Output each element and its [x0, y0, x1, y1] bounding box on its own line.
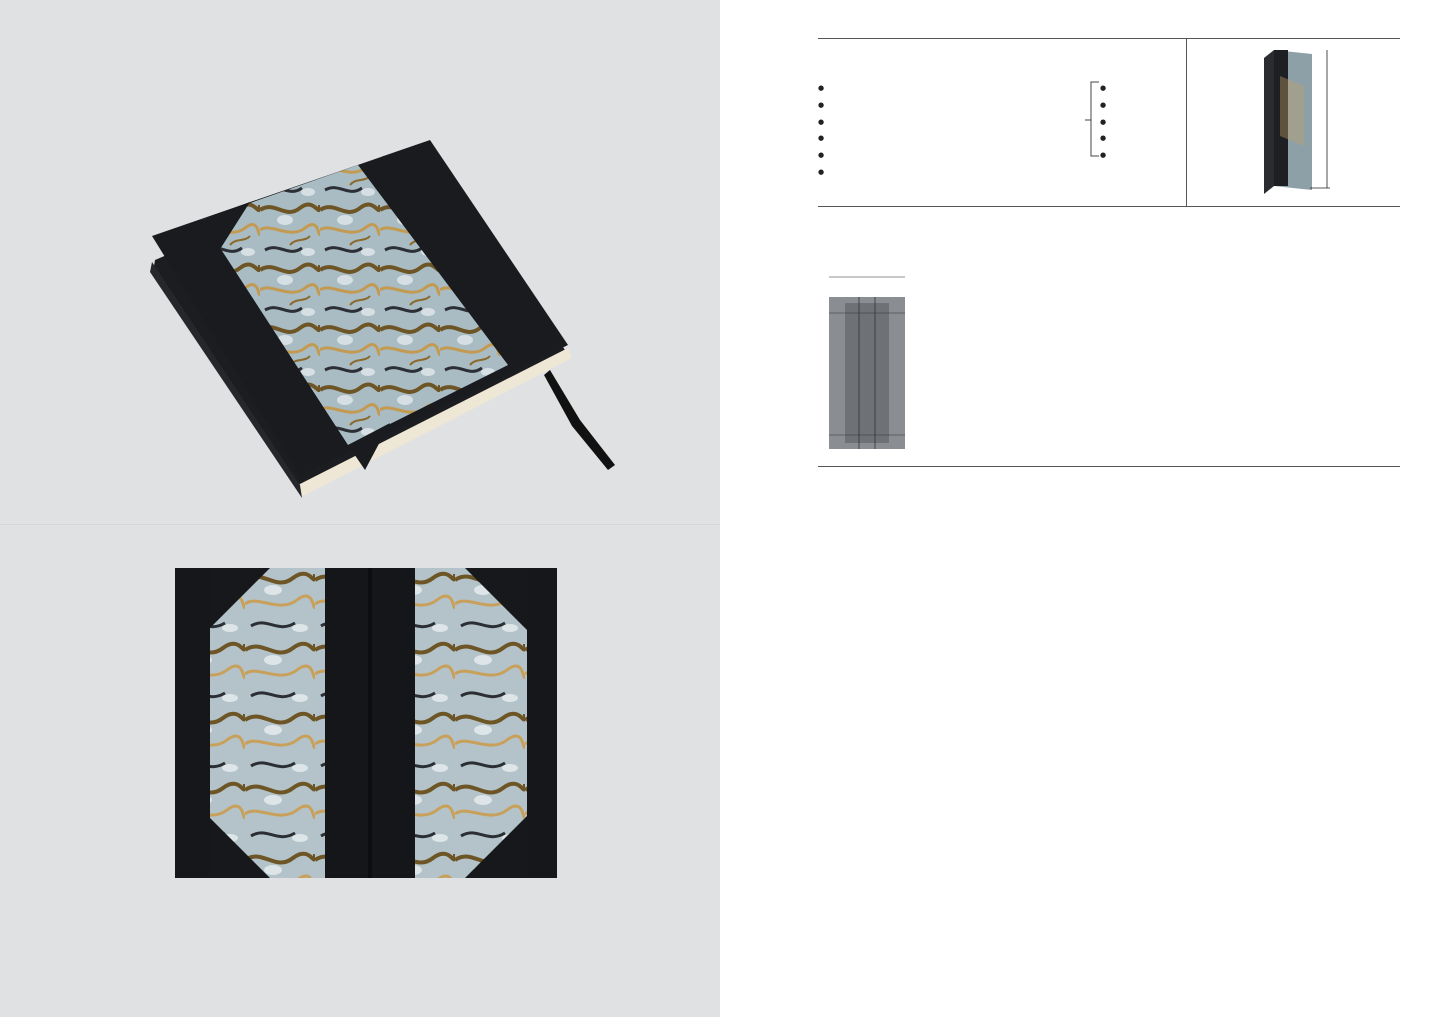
same-item [1100, 147, 1106, 164]
material-rule [818, 206, 1400, 207]
figure-diagrams [815, 245, 1405, 460]
material-item [818, 130, 824, 147]
top-rule [818, 38, 1400, 39]
left-page [0, 0, 720, 1017]
same-item [1100, 97, 1106, 114]
material-item [818, 164, 824, 181]
same-item [1100, 80, 1106, 97]
size-arrows [1305, 40, 1335, 200]
material-list [818, 80, 824, 181]
material-item [818, 80, 824, 97]
right-page [720, 0, 1442, 1017]
same-items-list [1100, 80, 1106, 164]
book-photo-flat [175, 568, 557, 878]
figure-rule [818, 466, 1400, 467]
material-item [818, 97, 824, 114]
same-item [1100, 114, 1106, 131]
book-photo-angled [140, 140, 630, 525]
material-item [818, 114, 824, 131]
same-item [1100, 130, 1106, 147]
material-size-divider [1186, 38, 1187, 206]
photo-divider [0, 524, 720, 525]
material-item [818, 147, 824, 164]
